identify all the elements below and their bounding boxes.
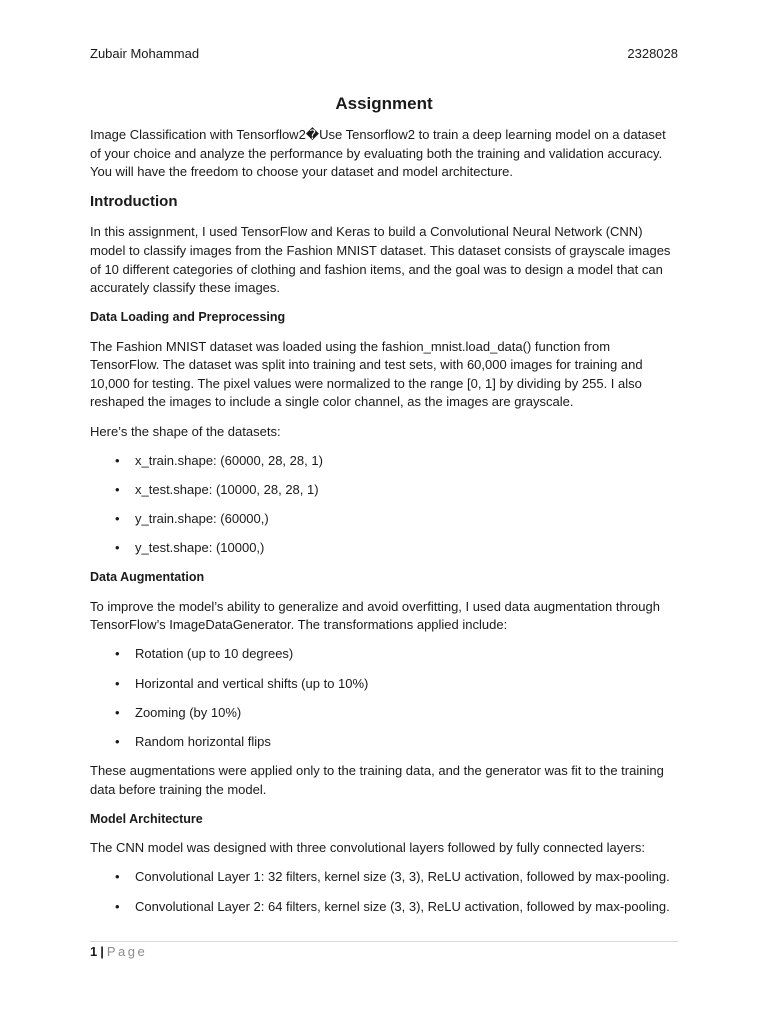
bullet-icon: • xyxy=(115,733,120,749)
bullet-icon: • xyxy=(115,481,120,497)
list-item-text: y_test.shape: (10000,) xyxy=(135,540,265,556)
list-item xyxy=(90,510,680,529)
augmentation-paragraph: To improve the model’s ability to generalize and avoid overfitting, I used data augmentation through TensorFlow’s ImageDataGenerator. The transformations applied include: xyxy=(90,598,660,633)
bullet-icon: • xyxy=(115,675,120,691)
list-item-text: y_train.shape: (60000,) xyxy=(135,511,269,527)
shape-list xyxy=(90,452,680,558)
bullet-icon: • xyxy=(115,869,120,885)
list-item xyxy=(90,868,680,887)
list-item xyxy=(90,481,680,500)
list-item-text: Convolutional Layer 2: 64 filters, kernel size (3, 3), ReLU activation, followed by max-pooling. xyxy=(135,898,670,914)
list-item-text: Zooming (by 10%) xyxy=(135,704,242,720)
page-number: 1 xyxy=(90,944,98,959)
bullet-icon: • xyxy=(115,646,120,662)
bullet-icon: • xyxy=(115,898,120,914)
augmentation-heading: Data Augmentation xyxy=(90,570,205,585)
list-item-text: x_test.shape: (10000, 28, 28, 1) xyxy=(135,481,319,497)
list-item-text: Horizontal and vertical shifts (up to 10%) xyxy=(135,675,369,691)
bullet-icon: • xyxy=(115,540,120,556)
student-id: 2328028 xyxy=(627,46,678,61)
author-name: Zubair Mohammad xyxy=(90,46,200,61)
data-loading-paragraph: The Fashion MNIST dataset was loaded using the fashion_mnist.load_data() function from TensorFlow. The dataset was split into training and test sets, with 60,000 images for training and 10,000 for testing. The pixel values were normalized to the range [0, 1] by dividing by 255. I also reshaped the images to include a single color channel, as the images are grayscale. xyxy=(90,338,643,410)
list-item-text: Random horizontal flips xyxy=(135,733,271,749)
list-item xyxy=(90,645,680,664)
list-item-text: x_train.shape: (60000, 28, 28, 1) xyxy=(135,452,323,468)
list-item xyxy=(90,898,680,917)
architecture-paragraph: The CNN model was designed with three convolutional layers followed by fully connected layers: xyxy=(90,840,645,856)
bullet-icon: • xyxy=(115,452,120,468)
intro-paragraph: Image Classification with Tensorflow2�Use Tensorflow2 to train a deep learning model on a dataset of your choice and analyze the performance by evaluating both the training and validation accuracy. You will have the freedom to choose your dataset and model architecture. xyxy=(90,127,666,180)
list-item-text: Convolutional Layer 1: 32 filters, kernel size (3, 3), ReLU activation, followed by max-pooling. xyxy=(135,869,670,885)
page-footer xyxy=(90,944,147,959)
augmentation-closing: These augmentations were applied only to the training data, and the generator was fit to the training data before training the model. xyxy=(90,763,664,797)
augmentation-list xyxy=(90,645,680,751)
list-item xyxy=(90,539,680,558)
list-item xyxy=(90,675,680,694)
introduction-paragraph: In this assignment, I used TensorFlow and Keras to build a Convolutional Neural Network (CNN) model to classify images from the Fashion MNIST dataset. This dataset consists of grayscale images of 10 different categories of clothing and fashion items, and the goal was to design a model that can accurately classify these images. xyxy=(90,224,671,296)
document-body xyxy=(90,126,680,927)
introduction-heading: Introduction xyxy=(90,193,178,211)
footer-divider xyxy=(90,941,678,942)
architecture-heading: Model Architecture xyxy=(90,811,203,826)
list-item xyxy=(90,733,680,752)
bullet-icon: • xyxy=(115,511,120,527)
footer-separator: | xyxy=(100,944,104,959)
page-label: Page xyxy=(106,944,148,959)
document-title: Assignment xyxy=(335,94,433,113)
list-item xyxy=(90,452,680,471)
shape-intro: Here’s the shape of the datasets: xyxy=(90,423,281,439)
architecture-list xyxy=(90,868,680,916)
list-item-text: Rotation (up to 10 degrees) xyxy=(135,646,294,662)
page-header xyxy=(90,46,678,66)
bullet-icon: • xyxy=(115,704,120,720)
list-item xyxy=(90,704,680,723)
data-loading-heading: Data Loading and Preprocessing xyxy=(90,310,286,325)
